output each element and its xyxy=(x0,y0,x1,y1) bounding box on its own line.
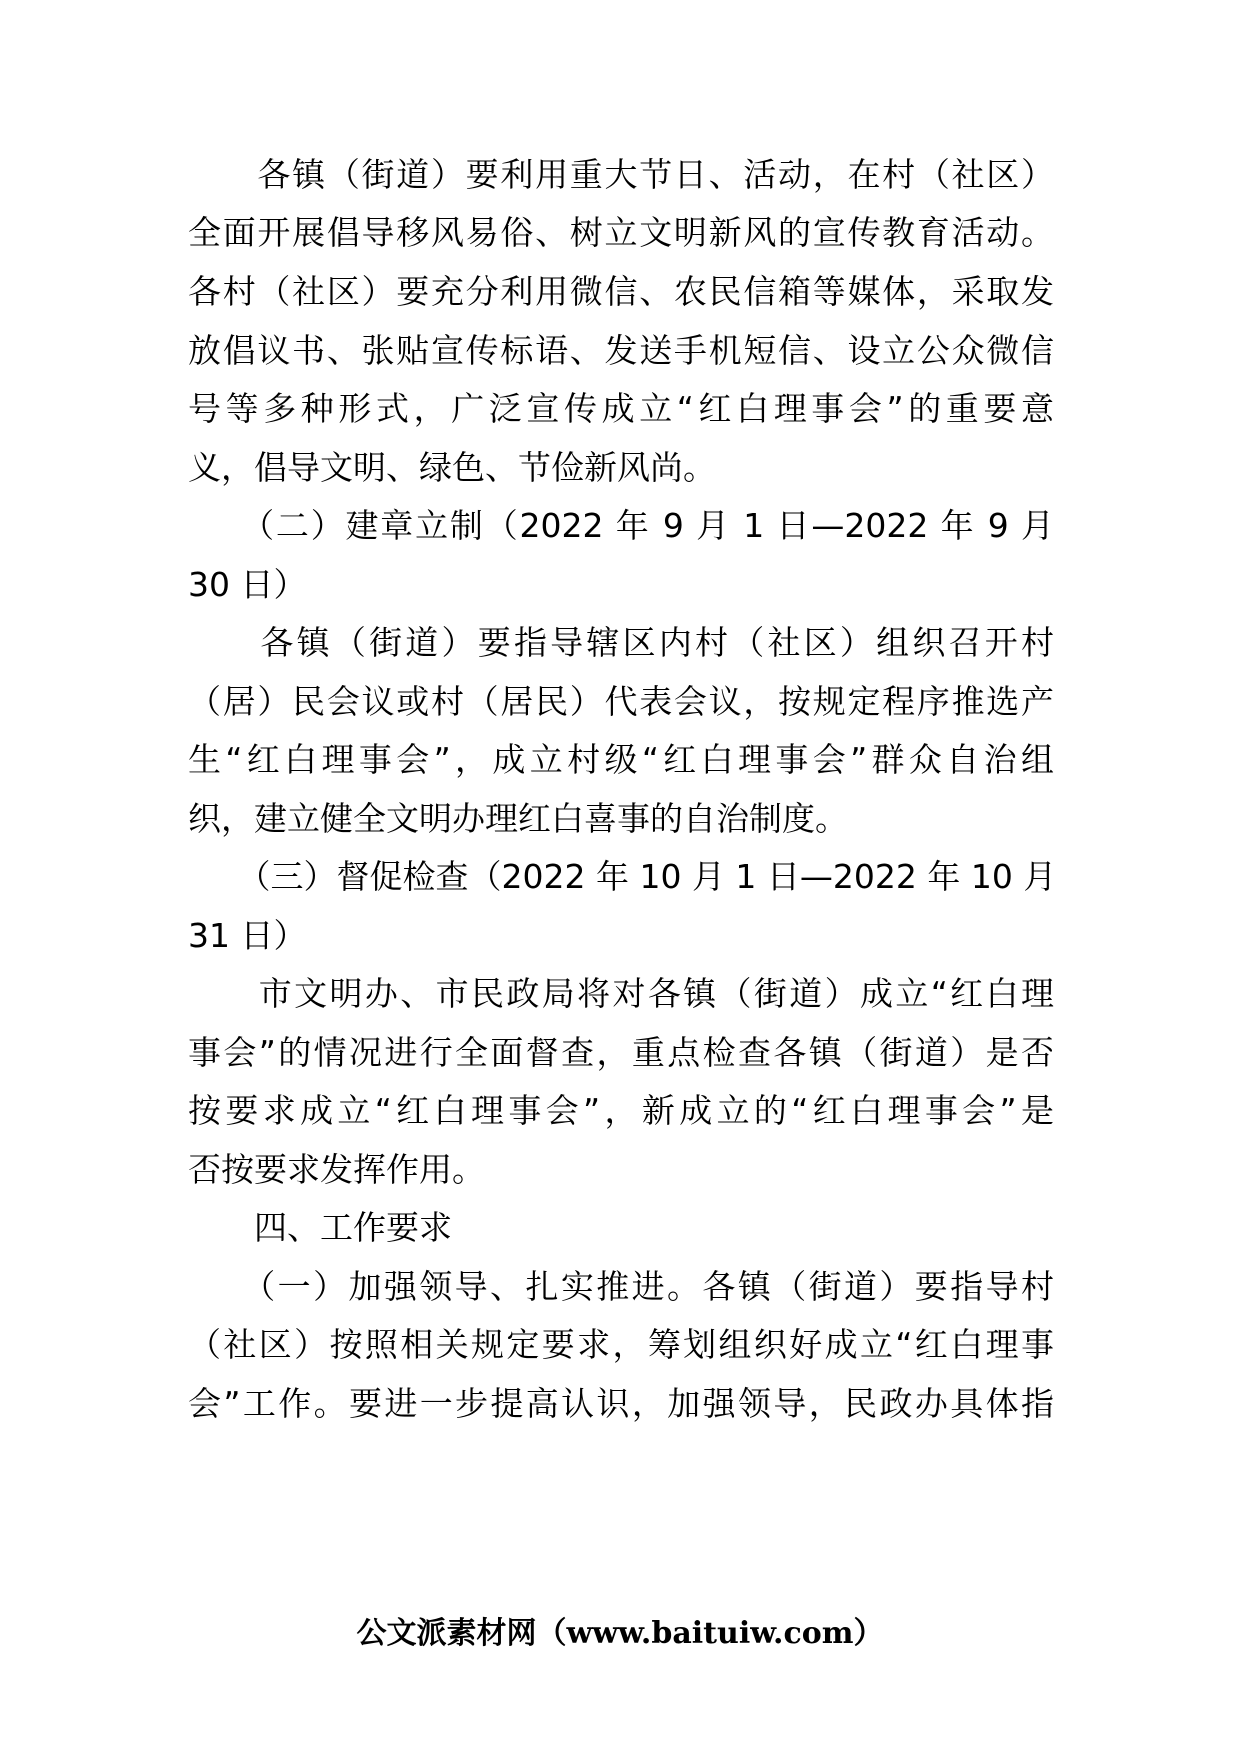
paragraph-line: 市文明办、市民政局将对各镇（街道）成立“红白理 xyxy=(188,974,1054,1013)
section-heading-line: （二）建章立制（2022 年 9 月 1 日—2022 年 9 月 xyxy=(188,506,1054,545)
paragraph-line: 义，倡导文明、绿色、节俭新风尚。 xyxy=(188,448,716,487)
paragraph-line: 事会”的情况进行全面督查，重点检查各镇（街道）是否 xyxy=(188,1033,1054,1072)
section-heading-line: 31 日） xyxy=(188,916,307,955)
paragraph-line: （居）民会议或村（居民）代表会议，按规定程序推选产 xyxy=(188,682,1054,721)
section-heading-line: 30 日） xyxy=(188,565,307,604)
paragraph-line: 号等多种形式，广泛宣传成立“红白理事会”的重要意 xyxy=(188,389,1054,428)
paragraph-line: （社区）按照相关规定要求，筹划组织好成立“红白理事 xyxy=(188,1325,1054,1364)
paragraph-line: 否按要求发挥作用。 xyxy=(188,1150,485,1189)
paragraph-line: （一）加强领导、扎实推进。各镇（街道）要指导村 xyxy=(188,1267,1054,1306)
paragraph-line: 放倡议书、张贴宣传标语、发送手机短信、设立公众微信 xyxy=(188,331,1054,370)
section-heading-line: 四、工作要求 xyxy=(188,1208,452,1247)
section-heading-line: （三）督促检查（2022 年 10 月 1 日—2022 年 10 月 xyxy=(188,857,1057,896)
paragraph-line: 按要求成立“红白理事会”，新成立的“红白理事会”是 xyxy=(188,1091,1054,1130)
paragraph-line: 生“红白理事会”，成立村级“红白理事会”群众自治组 xyxy=(188,740,1054,779)
footer-watermark: 公文派素材网（www.baituiw.com） xyxy=(356,1616,884,1651)
paragraph-line: 会”工作。要进一步提高认识，加强领导，民政办具体指 xyxy=(188,1384,1054,1423)
paragraph-line: 各镇（街道）要指导辖区内村（社区）组织召开村 xyxy=(188,623,1054,662)
paragraph-line: 全面开展倡导移风易俗、树立文明新风的宣传教育活动。 xyxy=(188,213,1054,252)
paragraph-line: 各村（社区）要充分利用微信、农民信箱等媒体，采取发 xyxy=(188,272,1054,311)
paragraph-line: 织，建立健全文明办理红白喜事的自治制度。 xyxy=(188,799,848,838)
paragraph-line: 各镇（街道）要利用重大节日、活动，在村（社区） xyxy=(188,155,1054,194)
